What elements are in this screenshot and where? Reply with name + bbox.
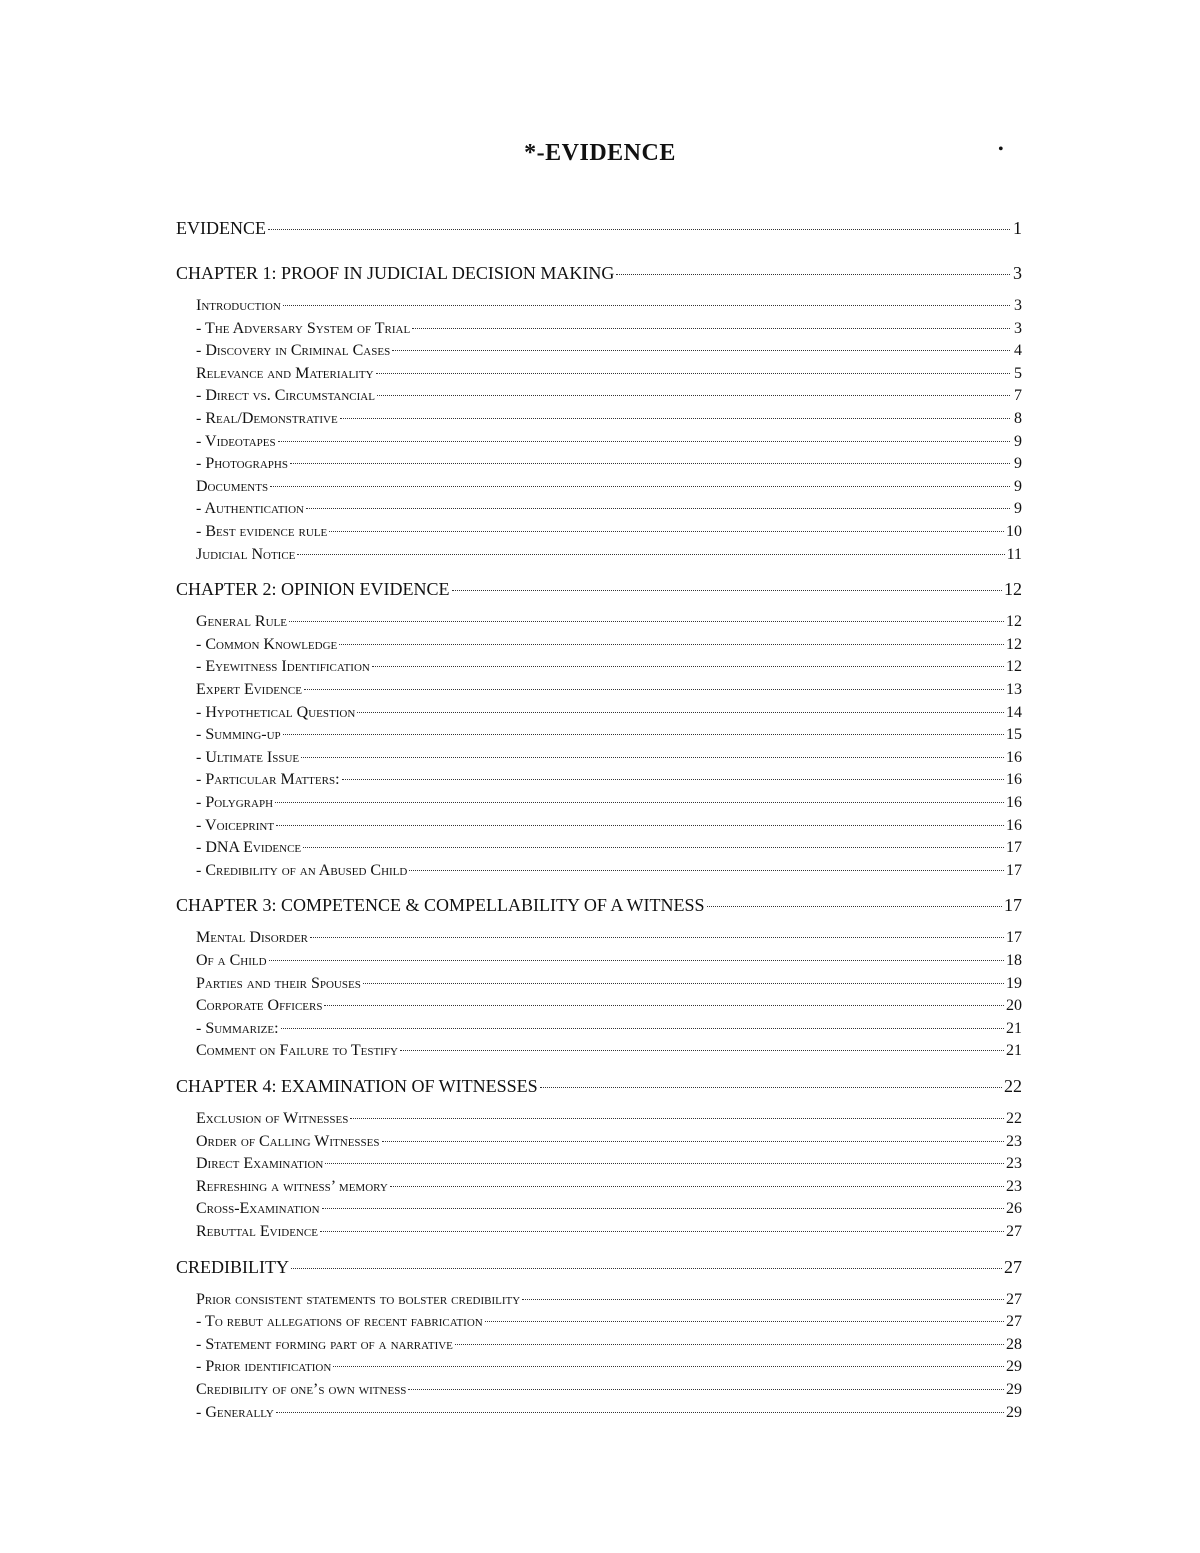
- toc-page-number: 1: [1013, 218, 1022, 238]
- toc-label: - Hypothetical Question: [196, 703, 356, 721]
- toc-page-number: 16: [1006, 794, 1022, 811]
- toc-entry: [196, 546, 1022, 564]
- toc-entry: [196, 1178, 1022, 1196]
- dot-leader: [339, 644, 1004, 645]
- toc-label: - Statement forming part of a narrative: [196, 1335, 453, 1353]
- dot-leader: [276, 1412, 1004, 1413]
- title-mark: •: [998, 141, 1004, 158]
- toc-entry: [196, 387, 1022, 405]
- dot-leader: [616, 274, 1010, 275]
- dot-leader: [333, 1366, 1004, 1367]
- toc-label: Credibility of one’s own witness: [196, 1381, 407, 1398]
- toc-label: Prior consistent statements to bolster credibility: [196, 1290, 521, 1308]
- dot-leader: [325, 1163, 1004, 1164]
- dot-leader: [304, 689, 1004, 690]
- toc-entry: [196, 771, 1022, 789]
- dot-leader: [540, 1087, 1002, 1088]
- toc-entry: [196, 658, 1022, 676]
- toc-label: - Videotapes: [196, 432, 276, 450]
- toc-label: - Real/Demonstrative: [196, 410, 338, 427]
- toc-entry: [196, 320, 1022, 338]
- toc-page-number: 16: [1006, 748, 1022, 766]
- dot-leader: [281, 1028, 1004, 1029]
- dot-leader: [363, 983, 1004, 984]
- toc-label: - The Adversary System of Trial: [196, 319, 411, 337]
- toc-label: - Authentication: [196, 500, 304, 518]
- toc-entry: [196, 681, 1022, 699]
- toc-entry: [196, 1291, 1022, 1309]
- toc-label: - Summarize:: [196, 1019, 279, 1037]
- toc-entry: [196, 704, 1022, 722]
- toc-page-number: 12: [1006, 613, 1022, 631]
- toc-page-number: 19: [1006, 974, 1022, 992]
- toc-page-number: 12: [1006, 658, 1022, 676]
- toc-label: Documents: [196, 477, 269, 495]
- toc-entry: [196, 749, 1022, 767]
- toc-page-number: 12: [1004, 579, 1022, 600]
- toc-label: CHAPTER 2: OPINION EVIDENCE: [176, 579, 450, 600]
- toc-label: Corporate Officers: [196, 997, 323, 1015]
- toc-label: CHAPTER 4: EXAMINATION OF WITNESSES: [176, 1076, 538, 1096]
- toc-label: - Discovery in Criminal Cases: [196, 342, 391, 360]
- toc-entry: [196, 817, 1022, 835]
- dot-leader: [707, 906, 1002, 907]
- toc-label: Parties and their Spouses: [196, 974, 361, 992]
- toc-chapter: [176, 218, 1022, 239]
- toc-entry: [196, 862, 1022, 880]
- toc-entry: [196, 636, 1022, 654]
- dot-leader: [329, 531, 1004, 532]
- toc-page-number: 28: [1006, 1335, 1022, 1353]
- dot-leader: [377, 395, 1010, 396]
- toc-page-number: 12: [1006, 635, 1022, 653]
- toc-entry: [196, 455, 1022, 473]
- toc-chapter: [176, 1076, 1022, 1097]
- toc-label: - Photographs: [196, 455, 288, 473]
- dot-leader: [376, 373, 1010, 374]
- dot-leader: [306, 508, 1010, 509]
- toc-page-number: 14: [1006, 703, 1022, 721]
- toc-label: Rebuttal Evidence: [196, 1223, 318, 1240]
- toc-label: Refreshing a witness’ memory: [196, 1177, 388, 1195]
- toc-page-number: 26: [1006, 1200, 1022, 1218]
- toc-label: - Credibility of an Abused Child: [196, 861, 408, 879]
- toc-label: - DNA Evidence: [196, 839, 302, 857]
- toc-entry: [196, 1200, 1022, 1218]
- toc-entry: [196, 478, 1022, 496]
- toc-entry: [196, 365, 1022, 383]
- dot-leader: [342, 779, 1004, 780]
- toc-page-number: 3: [1014, 319, 1022, 337]
- toc-page-number: 8: [1014, 410, 1022, 427]
- dot-leader: [357, 712, 1004, 713]
- dot-leader: [390, 1186, 1004, 1187]
- toc-entry: [196, 297, 1022, 315]
- toc-label: - To rebut allegations of recent fabrication: [196, 1313, 483, 1331]
- toc-page-number: 27: [1004, 1256, 1022, 1277]
- toc-page-number: 17: [1006, 861, 1022, 879]
- toc-page-number: 29: [1006, 1403, 1022, 1421]
- toc-page-number: 16: [1006, 816, 1022, 834]
- dot-leader: [350, 1118, 1004, 1119]
- toc-label: - Voiceprint: [196, 816, 275, 834]
- toc-page-number: 3: [1014, 297, 1022, 314]
- toc-entry: [196, 1313, 1022, 1331]
- toc-chapter: [176, 579, 1022, 600]
- dot-leader: [400, 1050, 1004, 1051]
- toc-page-number: 23: [1006, 1132, 1022, 1150]
- toc-page-number: 11: [1006, 545, 1022, 563]
- dot-leader: [270, 486, 1010, 487]
- toc-label: - Polygraph: [196, 794, 274, 811]
- toc-label: General Rule: [196, 613, 287, 631]
- toc-label: - Ultimate Issue: [196, 748, 300, 766]
- toc-label: Exclusion of Witnesses: [196, 1110, 349, 1127]
- page-title: *-EVIDENCE: [524, 140, 676, 166]
- toc-entry: [196, 1358, 1022, 1376]
- toc-page-number: 27: [1006, 1290, 1022, 1308]
- toc-page-number: 13: [1006, 681, 1022, 698]
- dot-leader: [303, 847, 1004, 848]
- toc-page-number: 23: [1006, 1155, 1022, 1173]
- toc-entry: [196, 1223, 1022, 1241]
- toc-entry: [196, 1133, 1022, 1151]
- dot-leader: [283, 305, 1010, 306]
- dot-leader: [382, 1141, 1005, 1142]
- dot-leader: [324, 1005, 1004, 1006]
- toc-entry: [196, 726, 1022, 744]
- toc-label: Of a Child: [196, 952, 267, 969]
- toc-label: Cross-Examination: [196, 1200, 320, 1218]
- toc-label: Comment on Failure to Testify: [196, 1042, 398, 1060]
- dot-leader: [412, 328, 1010, 329]
- toc-page-number: 17: [1006, 929, 1022, 947]
- toc-entry: [196, 1381, 1022, 1399]
- toc-entry: [196, 839, 1022, 857]
- toc-entry: [196, 975, 1022, 993]
- dot-leader: [340, 418, 1010, 419]
- toc-page-number: 21: [1006, 1042, 1022, 1060]
- toc-entry: [196, 1020, 1022, 1038]
- toc-label: - Best evidence rule: [196, 523, 328, 540]
- toc-label: - Summing-up: [196, 726, 281, 744]
- toc-entry: [196, 410, 1022, 428]
- toc-page-number: 16: [1006, 771, 1022, 789]
- toc-chapter: [176, 1257, 1022, 1278]
- dot-leader: [372, 666, 1004, 667]
- dot-leader: [485, 1321, 1004, 1322]
- toc-label: - Common Knowledge: [196, 635, 338, 653]
- toc-page-number: 27: [1006, 1313, 1022, 1331]
- toc-label: EVIDENCE: [176, 218, 266, 238]
- dot-leader: [297, 554, 1004, 555]
- toc-page-number: 9: [1014, 477, 1022, 495]
- dot-leader: [276, 825, 1004, 826]
- toc-page-number: 20: [1006, 997, 1022, 1015]
- toc-label: CHAPTER 1: PROOF IN JUDICIAL DECISION MAKING: [176, 263, 615, 283]
- dot-leader: [455, 1344, 1004, 1345]
- toc-entry: [196, 613, 1022, 631]
- toc-page-number: 22: [1004, 1076, 1022, 1096]
- dot-leader: [409, 870, 1004, 871]
- toc-label: CREDIBILITY: [176, 1256, 289, 1277]
- toc-entry: [196, 342, 1022, 360]
- dot-leader: [408, 1389, 1004, 1390]
- toc-label: Judicial Notice: [196, 545, 296, 563]
- toc-label: Relevance and Materiality: [196, 364, 374, 382]
- dot-leader: [452, 590, 1003, 591]
- toc-label: - Particular Matters:: [196, 771, 340, 789]
- toc-page-number: 17: [1006, 839, 1022, 857]
- dot-leader: [320, 1231, 1004, 1232]
- toc-page-number: 21: [1006, 1019, 1022, 1037]
- toc-entry: [196, 1042, 1022, 1060]
- toc-page-number: 27: [1006, 1223, 1022, 1240]
- toc-entry: [196, 997, 1022, 1015]
- toc-page-number: 4: [1014, 342, 1022, 360]
- toc-label: Introduction: [196, 297, 281, 314]
- dot-leader: [278, 441, 1010, 442]
- dot-leader: [283, 734, 1004, 735]
- toc-label: - Direct vs. Circumstancial: [196, 387, 375, 405]
- toc-entry: [196, 794, 1022, 812]
- toc-label: Mental Disorder: [196, 929, 309, 947]
- dot-leader: [269, 960, 1004, 961]
- toc-page-number: 9: [1014, 455, 1022, 473]
- toc-page-number: 18: [1006, 952, 1022, 969]
- dot-leader: [392, 350, 1010, 351]
- toc-entry: [196, 500, 1022, 518]
- toc-page-number: 5: [1014, 364, 1022, 382]
- toc-page-number: 15: [1006, 726, 1022, 744]
- toc-label: - Eyewitness Identification: [196, 658, 370, 676]
- toc-chapter: [176, 895, 1022, 916]
- toc-page-number: 29: [1006, 1381, 1022, 1398]
- toc-entry: [196, 929, 1022, 947]
- dot-leader: [268, 229, 1010, 230]
- toc-page-number: 22: [1006, 1110, 1022, 1127]
- toc-entry: [196, 1110, 1022, 1128]
- toc-label: CHAPTER 3: COMPETENCE & COMPELLABILITY OF A WITNESS: [176, 895, 705, 916]
- toc-entry: [196, 433, 1022, 451]
- toc-page-number: 7: [1014, 387, 1022, 405]
- toc-page-number: 9: [1014, 500, 1022, 518]
- toc-page-number: 10: [1006, 523, 1022, 540]
- toc-page-number: 23: [1006, 1177, 1022, 1195]
- toc-entry: [196, 523, 1022, 541]
- dot-leader: [289, 621, 1004, 622]
- dot-leader: [522, 1299, 1004, 1300]
- dot-leader: [291, 1268, 1002, 1269]
- dot-leader: [275, 802, 1004, 803]
- toc-chapter: [176, 263, 1022, 284]
- dot-leader: [301, 757, 1004, 758]
- toc-entry: [196, 952, 1022, 970]
- toc-entry: [196, 1155, 1022, 1173]
- toc-page-number: 9: [1014, 432, 1022, 450]
- dot-leader: [310, 937, 1004, 938]
- toc-label: - Prior identification: [196, 1358, 332, 1376]
- dot-leader: [322, 1208, 1004, 1209]
- toc-label: Order of Calling Witnesses: [196, 1132, 380, 1150]
- toc-page-number: 17: [1004, 895, 1022, 916]
- toc-label: Expert Evidence: [196, 681, 302, 698]
- toc-label: - Generally: [196, 1403, 274, 1421]
- toc-page-number: 3: [1013, 263, 1022, 283]
- toc-label: Direct Examination: [196, 1155, 324, 1173]
- dot-leader: [290, 463, 1010, 464]
- toc-entry: [196, 1404, 1022, 1422]
- toc-entry: [196, 1336, 1022, 1354]
- toc-page-number: 29: [1006, 1358, 1022, 1376]
